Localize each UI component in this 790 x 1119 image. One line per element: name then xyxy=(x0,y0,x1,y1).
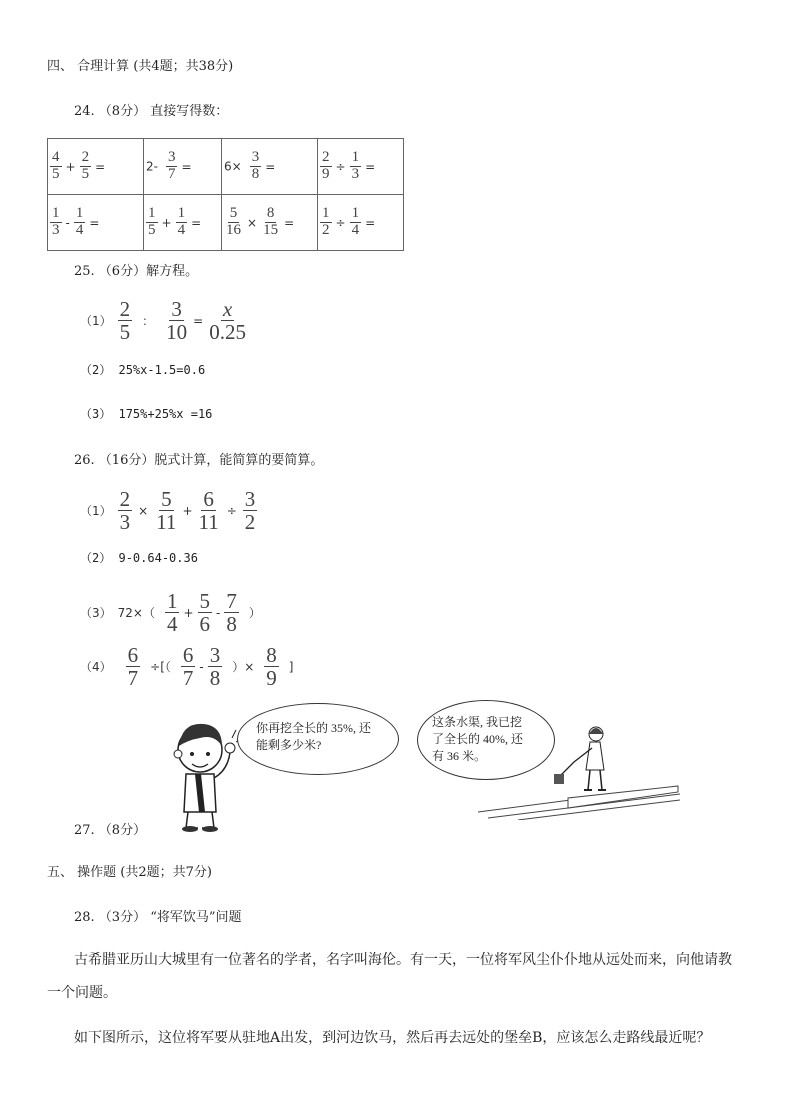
q26-part-1: （1） $\frac{2}{3}$ × $\frac{5}{11}$ + $\frac{6}{11}$ ÷ $\frac{3}{2}$ xyxy=(80,487,256,535)
question-27-title: 27. （8分） xyxy=(74,823,147,838)
q25-part-1: （1） $\frac{2}{5}$ ： $\frac{3}{10}$ = $\frac{x}{0.25}$ xyxy=(80,297,246,345)
section-heading-4: 四、 合理计算 (共4题；共38分) xyxy=(47,59,234,74)
q24-cell-r1c2: 2- $\frac{3}{7}$ = xyxy=(144,139,222,195)
q24-calc-table xyxy=(47,138,404,251)
q28-paragraph-1-line-2: 一个问题。 xyxy=(47,985,117,1001)
q24-cell-r1c1: $\frac{4}{5}$ + $\frac{2}{5}$ = xyxy=(48,139,144,195)
q26-part-2: （2） 9-0.64-0.36 xyxy=(80,551,198,565)
q24-cell-r1c4: $\frac{2}{9}$ ÷ $\frac{1}{3}$ = xyxy=(318,139,404,195)
question-26-title: 26. （16分）脱式计算，能简算的要简算。 xyxy=(74,453,324,468)
q26-part-3: （3） 72×（ $\frac{1}{4}$ + $\frac{5}{6}$ - $\frac{7}{8}$ ） xyxy=(80,589,261,637)
q24-cell-r2c3: $\frac{5}{16}$ × $\frac{8}{15}$ = xyxy=(222,195,318,251)
speech-bubble-left: 你再挖全长的 35%, 还 能剩多少米? xyxy=(237,703,399,775)
q28-paragraph-2: 如下图所示，这位将军要从驻地A出发，到河边饮马，然后再去远处的堡垒B，应该怎么走路线最近呢？ xyxy=(74,1030,711,1046)
speech-bubble-right: 这条水渠, 我已挖 了全长的 40%, 还 有 36 米。 xyxy=(417,700,555,780)
q24-cell-r2c1: $\frac{1}{3}$ - $\frac{1}{4}$ = xyxy=(48,195,144,251)
q25-part-2: （2） 25%x-1.5=0.6 xyxy=(80,363,206,377)
q24-cell-r1c3: 6× $\frac{3}{8}$ = xyxy=(222,139,318,195)
q24-cell-r2c2: $\frac{1}{5}$ + $\frac{1}{4}$ = xyxy=(144,195,222,251)
q25-part-3: （3） 175%+25%x =16 xyxy=(80,407,213,421)
q26-part-4: （4） $\frac{6}{7}$ ÷[（ $\frac{6}{7}$ - $\frac{3}{8}$ ）× $\frac{8}{9}$ ] xyxy=(80,643,294,691)
question-24-title: 24. （8分） 直接写得数： xyxy=(74,104,229,119)
q24-cell-r2c4: $\frac{1}{2}$ ÷ $\frac{1}{4}$ = xyxy=(318,195,404,251)
question-28-title: 28. （3分） “将军饮马”问题 xyxy=(74,910,242,925)
q28-paragraph-1-line-1: 古希腊亚历山大城里有一位著名的学者，名字叫海伦。有一天，一位将军风尘仆仆地从远处而来，向他请教 xyxy=(74,952,732,968)
section-heading-5: 五、 操作题 (共2题；共7分) xyxy=(47,865,212,880)
canal-digger-illustration xyxy=(478,720,683,820)
question-25-title: 25. （6分）解方程。 xyxy=(74,264,199,279)
boy-illustration xyxy=(170,716,245,834)
